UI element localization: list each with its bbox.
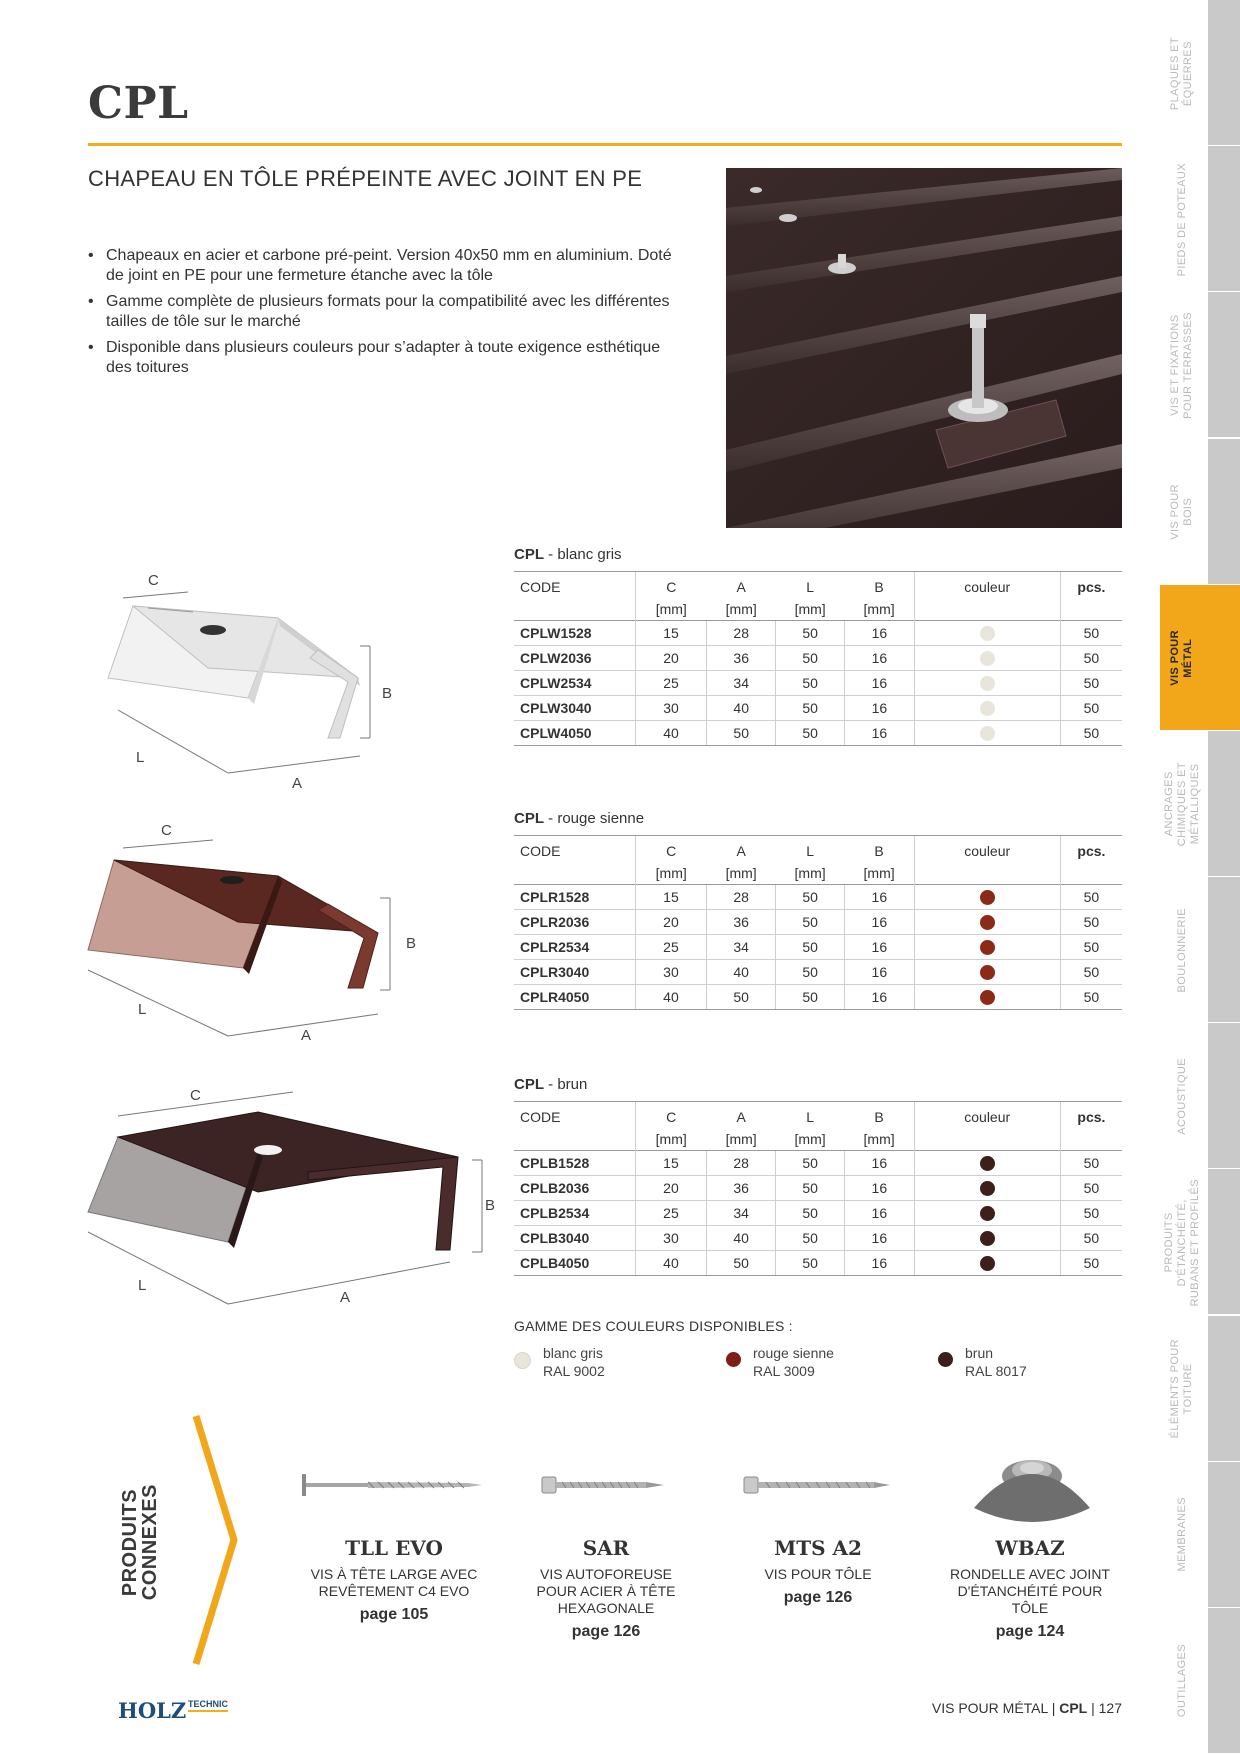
cell-a: 36 xyxy=(707,910,776,935)
dim-l-label: L xyxy=(138,1277,147,1294)
cell-couleur xyxy=(914,960,1060,985)
cell-l: 50 xyxy=(776,1201,845,1226)
cell-couleur xyxy=(914,985,1060,1010)
swatch-dot xyxy=(514,1352,531,1369)
unit-label: [mm] xyxy=(635,862,706,885)
sidenav-tab[interactable] xyxy=(1208,292,1240,438)
cell-pcs: 50 xyxy=(1060,885,1122,910)
cell-c: 30 xyxy=(635,960,706,985)
col-code: CODE xyxy=(514,836,635,863)
cell-b: 16 xyxy=(845,1151,914,1176)
unit-label: [mm] xyxy=(863,1131,895,1147)
table-row xyxy=(514,910,1122,935)
col-couleur: couleur xyxy=(914,572,1060,599)
cell-pcs: 50 xyxy=(1060,935,1122,960)
cell-b: 16 xyxy=(845,910,914,935)
cell-couleur xyxy=(914,935,1060,960)
cell-couleur xyxy=(914,885,1060,910)
cell-a: 28 xyxy=(707,885,776,910)
swatch-ral: RAL 3009 xyxy=(753,1363,815,1379)
col-a: A xyxy=(707,1102,776,1129)
feature-item: • Chapeaux en acier et carbone pré-peint. Version 40x50 mm en aluminium. Doté de joint en PE pour une fermeture étanche avec la tôle xyxy=(88,246,688,286)
product-description: VIS À TÊTE LARGE AVEC REVÊTEMENT C4 EVO xyxy=(310,1566,478,1599)
cell-pcs: 50 xyxy=(1060,985,1122,1010)
tll-evo-screw-image xyxy=(298,1470,488,1500)
related-product-tll-evo[interactable] xyxy=(296,1536,492,1624)
color-swatch xyxy=(514,1344,605,1380)
col-couleur: couleur xyxy=(914,836,1060,863)
unit-label: [mm] xyxy=(725,865,757,881)
cell-couleur xyxy=(914,1251,1060,1276)
table-caption-variant: - blanc gris xyxy=(544,546,622,563)
cell-c: 20 xyxy=(635,910,706,935)
cell-pcs: 50 xyxy=(1060,1176,1122,1201)
brand-logo-sub: TECHNIC xyxy=(188,1699,228,1712)
table-row xyxy=(514,1226,1122,1251)
title-rule xyxy=(88,143,1122,146)
sidenav-tab-label[interactable] xyxy=(1160,0,1204,146)
unit-label: [mm] xyxy=(725,1131,757,1147)
color-dot xyxy=(980,1181,995,1196)
sidenav-tab-label[interactable] xyxy=(1160,439,1204,585)
cell-c: 15 xyxy=(635,1151,706,1176)
cell-pcs: 50 xyxy=(1060,1201,1122,1226)
cell-couleur xyxy=(914,1201,1060,1226)
unit-label: [mm] xyxy=(794,865,826,881)
dim-a-label: A xyxy=(292,775,303,792)
cell-code: CPLW3040 xyxy=(514,696,635,721)
col-a: A xyxy=(707,836,776,863)
cell-b: 16 xyxy=(845,696,914,721)
sidenav-label-text: VIS ET FIXATIONS POUR TERRASSES xyxy=(1169,311,1194,419)
sidenav-tab[interactable] xyxy=(1208,146,1240,292)
table-row xyxy=(514,1251,1122,1276)
table-row xyxy=(514,1151,1122,1176)
product-page-link[interactable]: page 124 xyxy=(995,1623,1065,1640)
cell-l: 50 xyxy=(776,671,845,696)
color-dot xyxy=(980,890,995,905)
dim-a-label: A xyxy=(301,1027,312,1044)
cell-c: 25 xyxy=(635,935,706,960)
dim-l-label: L xyxy=(138,1001,147,1018)
product-description: VIS AUTOFOREUSE POUR ACIER À TÊTE HEXAGONALE xyxy=(536,1566,676,1616)
cell-b: 16 xyxy=(845,721,914,746)
cell-b: 16 xyxy=(845,671,914,696)
color-dot xyxy=(980,626,995,641)
spec-table-block xyxy=(514,546,1122,746)
cell-couleur xyxy=(914,621,1060,646)
product-name: TLL EVO xyxy=(345,1536,443,1560)
col-c: C xyxy=(635,572,706,599)
table-caption-product: CPL xyxy=(514,810,544,827)
cell-couleur xyxy=(914,1176,1060,1201)
sidenav-label-text: PLAQUES ET ÉQUERRES xyxy=(1169,36,1194,110)
cell-b: 16 xyxy=(845,985,914,1010)
cell-a: 36 xyxy=(707,646,776,671)
cell-couleur xyxy=(914,910,1060,935)
cell-c: 15 xyxy=(635,621,706,646)
sidenav-tab[interactable] xyxy=(1208,731,1240,877)
col-c: C xyxy=(635,836,706,863)
cell-a: 28 xyxy=(707,621,776,646)
col-b: B xyxy=(845,572,914,599)
cell-l: 50 xyxy=(776,1176,845,1201)
sidenav-tab-label[interactable] xyxy=(1160,877,1204,1023)
sidenav-tab[interactable] xyxy=(1208,877,1240,1023)
cap-diagram-rouge xyxy=(78,818,428,1048)
sidenav-label-text: OUTILLAGES xyxy=(1175,1644,1188,1718)
cap-diagram-brun xyxy=(78,1082,498,1320)
cell-pcs: 50 xyxy=(1060,1226,1122,1251)
cell-c: 25 xyxy=(635,671,706,696)
cell-l: 50 xyxy=(776,935,845,960)
sidenav-tab-label[interactable] xyxy=(1160,731,1204,877)
cell-c: 40 xyxy=(635,1251,706,1276)
cell-a: 34 xyxy=(707,1201,776,1226)
sidenav-tab-label[interactable] xyxy=(1160,1608,1204,1754)
cell-b: 16 xyxy=(845,646,914,671)
col-l: L xyxy=(776,1102,845,1129)
cell-c: 20 xyxy=(635,1176,706,1201)
sidenav-tab[interactable] xyxy=(1208,439,1240,585)
color-dot xyxy=(980,940,995,955)
swatch-name: rouge sienne xyxy=(753,1345,834,1361)
color-dot xyxy=(980,990,995,1005)
cell-pcs: 50 xyxy=(1060,1151,1122,1176)
mts-a2-screw-image xyxy=(742,1470,892,1500)
cell-code: CPLW1528 xyxy=(514,621,635,646)
cell-l: 50 xyxy=(776,1226,845,1251)
table-row xyxy=(514,696,1122,721)
cell-code: CPLR2534 xyxy=(514,935,635,960)
col-l: L xyxy=(776,836,845,863)
product-name: MTS A2 xyxy=(774,1536,862,1560)
swatch-dot xyxy=(726,1352,741,1367)
cell-b: 16 xyxy=(845,935,914,960)
cell-b: 16 xyxy=(845,1226,914,1251)
unit-label: [mm] xyxy=(794,1131,826,1147)
wbaz-washer-image xyxy=(968,1446,1096,1528)
swatch-ral: RAL 8017 xyxy=(965,1363,1027,1379)
spec-table-block xyxy=(514,1076,1122,1276)
sidenav-tab[interactable] xyxy=(1208,1316,1240,1462)
cell-code: CPLW2036 xyxy=(514,646,635,671)
product-description: RONDELLE AVEC JOINT D'ÉTANCHÉITÉ POUR TÔLE xyxy=(949,1566,1110,1616)
cell-b: 16 xyxy=(845,885,914,910)
sidenav-label-text: ACOUSTIQUE xyxy=(1175,1057,1188,1135)
table-row xyxy=(514,960,1122,985)
feature-list xyxy=(88,246,688,384)
col-b: B xyxy=(845,1102,914,1129)
cell-code: CPLB2534 xyxy=(514,1201,635,1226)
table-row xyxy=(514,646,1122,671)
sidenav-tab-label[interactable] xyxy=(1160,1023,1204,1169)
color-dot xyxy=(980,1256,995,1271)
swatch-name: brun xyxy=(965,1345,994,1361)
color-dot xyxy=(980,676,995,691)
cell-pcs: 50 xyxy=(1060,646,1122,671)
product-page-link[interactable]: page 126 xyxy=(571,1623,641,1640)
cell-l: 50 xyxy=(776,960,845,985)
color-dot xyxy=(980,726,995,741)
related-product-wbaz[interactable] xyxy=(930,1536,1130,1641)
related-product-mts-a2[interactable] xyxy=(728,1536,908,1607)
dim-b-label: B xyxy=(485,1197,496,1214)
table-row xyxy=(514,671,1122,696)
cell-c: 25 xyxy=(635,1201,706,1226)
product-photo xyxy=(726,168,1122,528)
sidenav-tab[interactable] xyxy=(1208,1023,1240,1169)
col-l: L xyxy=(776,572,845,599)
product-name: WBAZ xyxy=(995,1536,1065,1560)
cell-b: 16 xyxy=(845,960,914,985)
cell-b: 16 xyxy=(845,1251,914,1276)
footer-separator: | xyxy=(1051,1700,1056,1716)
cell-l: 50 xyxy=(776,621,845,646)
sidenav-label-text: PIEDS DE POTEAUX xyxy=(1175,162,1188,276)
cell-pcs: 50 xyxy=(1060,671,1122,696)
swatch-ral: RAL 9002 xyxy=(543,1363,605,1379)
col-pcs: pcs. xyxy=(1060,836,1122,863)
dim-a-label: A xyxy=(340,1289,351,1306)
cap-diagram-blanc xyxy=(78,568,408,793)
cell-code: CPLR4050 xyxy=(514,985,635,1010)
product-name: SAR xyxy=(582,1536,630,1560)
color-dot xyxy=(980,1156,995,1171)
table-row xyxy=(514,621,1122,646)
col-pcs: pcs. xyxy=(1060,1102,1122,1129)
table-caption-product: CPL xyxy=(514,546,544,563)
table-caption-product: CPL xyxy=(514,1076,544,1093)
sidenav-tab-label[interactable] xyxy=(1160,146,1204,292)
table-row xyxy=(514,885,1122,910)
unit-label: [mm] xyxy=(635,1128,706,1151)
color-swatch xyxy=(938,1344,1027,1380)
table-caption-variant: - brun xyxy=(544,1076,588,1093)
cell-a: 36 xyxy=(707,1176,776,1201)
sidenav-tab[interactable] xyxy=(1208,1462,1240,1608)
cell-l: 50 xyxy=(776,910,845,935)
side-navigation xyxy=(1208,0,1240,1754)
cell-couleur xyxy=(914,671,1060,696)
cell-b: 16 xyxy=(845,621,914,646)
product-page-link[interactable]: page 126 xyxy=(783,1589,853,1606)
cell-code: CPLB1528 xyxy=(514,1151,635,1176)
sidenav-tab[interactable] xyxy=(1208,1608,1240,1754)
cell-code: CPLB2036 xyxy=(514,1176,635,1201)
feature-item: • Gamme complète de plusieurs formats pour la compatibilité avec les différentes tailles de tôle sur le marché xyxy=(88,292,688,332)
color-range-title: GAMME DES COULEURS DISPONIBLES : xyxy=(514,1318,793,1334)
unit-label: [mm] xyxy=(863,865,895,881)
unit-label: [mm] xyxy=(863,601,895,617)
sidenav-label-text: ÉLÉMENTS POUR TOITURE xyxy=(1169,1338,1194,1439)
cell-code: CPLR1528 xyxy=(514,885,635,910)
cell-c: 30 xyxy=(635,696,706,721)
color-dot xyxy=(980,1206,995,1221)
cell-l: 50 xyxy=(776,985,845,1010)
cell-c: 40 xyxy=(635,985,706,1010)
sidenav-tab[interactable] xyxy=(1208,1169,1240,1315)
cell-couleur xyxy=(914,646,1060,671)
cell-a: 28 xyxy=(707,1151,776,1176)
cell-c: 15 xyxy=(635,885,706,910)
cell-pcs: 50 xyxy=(1060,910,1122,935)
cell-a: 34 xyxy=(707,935,776,960)
cell-code: CPLR3040 xyxy=(514,960,635,985)
table-row xyxy=(514,985,1122,1010)
cell-couleur xyxy=(914,696,1060,721)
cell-b: 16 xyxy=(845,1176,914,1201)
color-dot xyxy=(980,965,995,980)
cell-a: 50 xyxy=(707,1251,776,1276)
color-dot xyxy=(980,651,995,666)
cell-l: 50 xyxy=(776,1251,845,1276)
color-dot xyxy=(980,1231,995,1246)
sidenav-tab[interactable] xyxy=(1208,0,1240,146)
color-dot xyxy=(980,701,995,716)
col-code: CODE xyxy=(514,572,635,599)
cell-l: 50 xyxy=(776,721,845,746)
cell-c: 20 xyxy=(635,646,706,671)
cell-l: 50 xyxy=(776,1151,845,1176)
cell-pcs: 50 xyxy=(1060,1251,1122,1276)
unit-label: [mm] xyxy=(635,598,706,621)
related-products-heading: PRODUITS CONNEXES xyxy=(119,1483,161,1601)
cell-c: 40 xyxy=(635,721,706,746)
cell-b: 16 xyxy=(845,1201,914,1226)
feature-item: • Disponible dans plusieurs couleurs pour s’adapter à toute exigence esthétique des toitures xyxy=(88,338,688,378)
cell-a: 40 xyxy=(707,960,776,985)
page-subtitle: CHAPEAU EN TÔLE PRÉPEINTE AVEC JOINT EN PE xyxy=(88,166,643,191)
table-caption xyxy=(514,810,1122,827)
page-title: CPL xyxy=(88,78,189,129)
brand-logo: HOLZ xyxy=(118,1698,187,1723)
color-dot xyxy=(980,915,995,930)
dim-l-label: L xyxy=(136,749,145,766)
sidenav-label-text: MEMBRANES xyxy=(1175,1497,1188,1572)
footer-page-number: 127 xyxy=(1098,1700,1122,1716)
swatch-name: blanc gris xyxy=(543,1345,603,1361)
col-code: CODE xyxy=(514,1102,635,1129)
cell-a: 40 xyxy=(707,696,776,721)
sidenav-label-text: ANCRAGES CHIMIQUES ET MÉTALLIQUES xyxy=(1162,761,1201,847)
sidenav-label-text: BOULONNERIE xyxy=(1175,907,1188,993)
cell-code: CPLW2534 xyxy=(514,671,635,696)
footer-product: CPL xyxy=(1059,1700,1088,1716)
table-row xyxy=(514,721,1122,746)
sidenav-tab-label[interactable] xyxy=(1160,1462,1204,1608)
cell-a: 50 xyxy=(707,721,776,746)
cell-pcs: 50 xyxy=(1060,960,1122,985)
related-products-label xyxy=(119,1483,161,1601)
col-pcs: pcs. xyxy=(1060,572,1122,599)
cell-couleur xyxy=(914,1151,1060,1176)
dim-b-label: B xyxy=(406,935,417,952)
dim-c-label: C xyxy=(161,822,172,839)
spec-table xyxy=(514,1101,1122,1276)
dim-c-label: C xyxy=(148,572,159,589)
page-footer xyxy=(880,1700,1122,1716)
col-b: B xyxy=(845,836,914,863)
col-a: A xyxy=(707,572,776,599)
sar-screw-image xyxy=(540,1470,666,1500)
color-swatch xyxy=(726,1344,834,1380)
cell-pcs: 50 xyxy=(1060,696,1122,721)
table-row xyxy=(514,935,1122,960)
dim-c-label: C xyxy=(190,1087,201,1104)
spec-table xyxy=(514,835,1122,1010)
table-caption-variant: - rouge sienne xyxy=(544,810,645,827)
sidenav-tab-label[interactable] xyxy=(1160,1169,1204,1315)
cell-pcs: 50 xyxy=(1060,721,1122,746)
cell-c: 30 xyxy=(635,1226,706,1251)
sidenav-label-text: VIS POUR BOIS xyxy=(1169,483,1194,540)
product-page-link[interactable]: page 105 xyxy=(359,1606,429,1623)
sidenav-label-text: PRODUITS D'ÉTANCHÉITÉ, RUBANS ET PROFILÉS xyxy=(1162,1178,1201,1307)
col-c: C xyxy=(635,1102,706,1129)
product-description: VIS POUR TÔLE xyxy=(764,1566,872,1582)
sidenav-label-text: VIS POUR MÉTAL xyxy=(1169,629,1194,686)
table-caption xyxy=(514,1076,1122,1093)
spec-table xyxy=(514,571,1122,746)
cell-a: 50 xyxy=(707,985,776,1010)
table-row xyxy=(514,1201,1122,1226)
cell-code: CPLB3040 xyxy=(514,1226,635,1251)
related-chevron xyxy=(190,1412,242,1668)
table-caption xyxy=(514,546,1122,563)
table-row xyxy=(514,1176,1122,1201)
cell-l: 50 xyxy=(776,696,845,721)
sidenav-tab-label[interactable] xyxy=(1160,585,1204,731)
cell-code: CPLB4050 xyxy=(514,1251,635,1276)
related-product-sar[interactable] xyxy=(514,1536,698,1641)
sidenav-tab-label[interactable] xyxy=(1160,292,1204,438)
dim-b-label: B xyxy=(382,685,393,702)
cell-l: 50 xyxy=(776,646,845,671)
unit-label: [mm] xyxy=(794,601,826,617)
cell-couleur xyxy=(914,721,1060,746)
footer-separator: | xyxy=(1091,1700,1095,1716)
cell-pcs: 50 xyxy=(1060,621,1122,646)
col-couleur: couleur xyxy=(914,1102,1060,1129)
cell-code: CPLW4050 xyxy=(514,721,635,746)
cell-l: 50 xyxy=(776,885,845,910)
cell-code: CPLR2036 xyxy=(514,910,635,935)
sidenav-tab-label[interactable] xyxy=(1160,1316,1204,1462)
cell-a: 34 xyxy=(707,671,776,696)
swatch-dot xyxy=(938,1352,953,1367)
cell-a: 40 xyxy=(707,1226,776,1251)
cell-couleur xyxy=(914,1226,1060,1251)
unit-label: [mm] xyxy=(725,601,757,617)
spec-table-block xyxy=(514,810,1122,1010)
footer-section: VIS POUR MÉTAL xyxy=(931,1700,1048,1716)
